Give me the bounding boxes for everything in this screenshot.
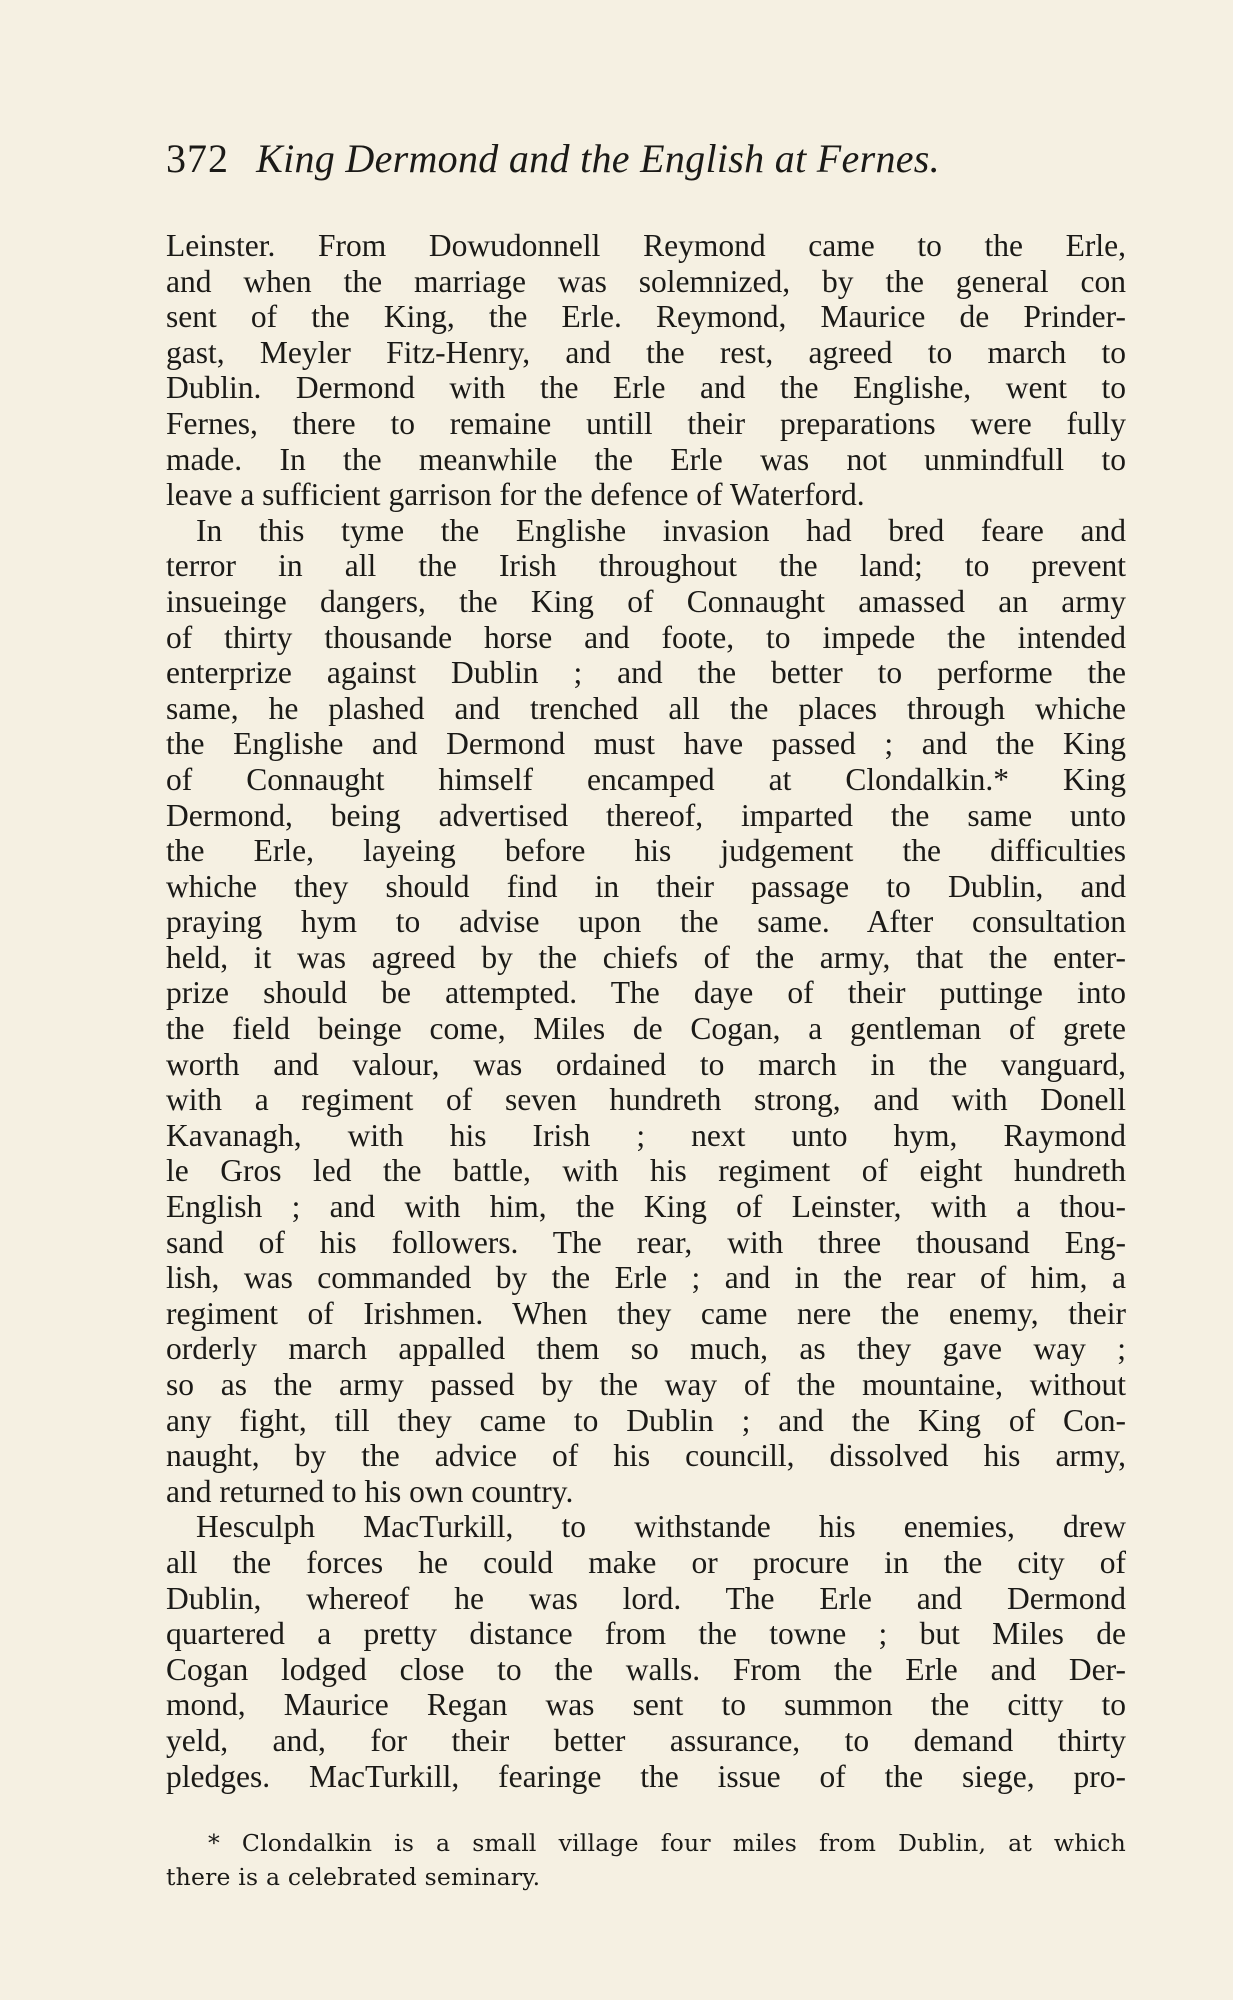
text-line: pledges. MacTurkill, fearinge the issue of the siege, pro-	[166, 1758, 1126, 1794]
text-line: Dublin. Dermond with the Erle and the Englishe, went to	[166, 370, 1126, 406]
text-line: In this tyme the Englishe invasion had bred feare and	[196, 512, 1126, 548]
text-line: and when the marriage was solemnized, by the general con	[166, 263, 1126, 299]
footnote-line: there is a celebrated seminary.	[166, 1863, 541, 1891]
text-line: Leinster. From Dowudonnell Reymond came to the Erle,	[166, 228, 1126, 263]
text-line: quartered a pretty distance from the towne ; but Miles de	[166, 1616, 1126, 1652]
text-line: regiment of Irishmen. When they came nere the enemy, their	[166, 1295, 1126, 1331]
text-line: Cogan lodged close to the walls. From the Erle and Der-	[166, 1651, 1126, 1687]
text-line: orderly march appalled them so much, as they gave way ;	[166, 1331, 1126, 1367]
paragraph-2	[166, 513, 1126, 1510]
text-line: sent of the King, the Erle. Reymond, Maurice de Prinder-	[166, 299, 1126, 335]
text-line: leave a sufficient garrison for the defence of Waterford.	[166, 477, 865, 513]
text-line: the Erle, layeing before his judgement the difficulties	[166, 833, 1126, 869]
text-line: Dermond, being advertised thereof, imparted the same unto	[166, 797, 1126, 833]
text-line: lish, was commanded by the Erle ; and in the rear of him, a	[166, 1260, 1126, 1296]
text-line: held, it was agreed by the chiefs of the army, that the enter-	[166, 939, 1126, 975]
text-line: of Connaught himself encamped at Clondalkin.* King	[166, 761, 1126, 797]
text-line: made. In the meanwhile the Erle was not unmindfull to	[166, 441, 1126, 477]
text-line: gast, Meyler Fitz-Henry, and the rest, agreed to march to	[166, 334, 1126, 370]
text-line: all the forces he could make or procure in the city of	[166, 1544, 1126, 1580]
text-line: Hesculph MacTurkill, to withstande his enemies, drew	[196, 1509, 1126, 1545]
running-title: King Dermond and the English at Fernes.	[256, 136, 940, 181]
body-text	[166, 228, 1126, 1794]
text-line: of thirty thousande horse and foote, to impede the intended	[166, 619, 1126, 655]
text-line: so as the army passed by the way of the mountaine, without	[166, 1367, 1126, 1402]
text-line: worth and valour, was ordained to march in the vanguard,	[166, 1046, 1126, 1082]
text-line: and returned to his own country.	[166, 1473, 574, 1509]
footnote-line: * Clondalkin is a small village four miles from Dublin, at which	[208, 1829, 1126, 1857]
text-line: le Gros led the battle, with his regiment of eight hundreth	[166, 1153, 1126, 1189]
footnote	[166, 1826, 1126, 1894]
text-line: insueinge dangers, the King of Connaught amassed an army	[166, 583, 1126, 619]
text-line: Fernes, there to remaine untill their preparations were fully	[166, 405, 1126, 441]
text-line: any fight, till they came to Dublin ; and the King of Con-	[166, 1402, 1126, 1438]
text-line: with a regiment of seven hundreth strong, and with Donell	[166, 1082, 1126, 1118]
text-line: whiche they should find in their passage to Dublin, and	[166, 868, 1126, 904]
text-line: English ; and with him, the King of Leinster, with a thou-	[166, 1189, 1126, 1225]
text-line: Kavanagh, with his Irish ; next unto hym, Raymond	[166, 1117, 1126, 1153]
page-header	[166, 135, 1126, 195]
paragraph-1	[166, 228, 1126, 513]
text-line: enterprize against Dublin ; and the better to performe the	[166, 655, 1126, 691]
text-line: the field beinge come, Miles de Cogan, a gentleman of grete	[166, 1011, 1126, 1047]
text-line: terror in all the Irish throughout the land; to prevent	[166, 548, 1126, 584]
text-line: sand of his followers. The rear, with three thousand Eng-	[166, 1224, 1126, 1260]
text-line: same, he plashed and trenched all the places through whiche	[166, 690, 1126, 726]
text-line: praying hym to advise upon the same. After consultation	[166, 904, 1126, 940]
text-line: Dublin, whereof he was lord. The Erle and Dermond	[166, 1580, 1126, 1616]
text-line: prize should be attempted. The daye of their puttinge into	[166, 975, 1126, 1011]
page-number: 372	[166, 136, 229, 181]
text-line: the Englishe and Dermond must have passed ; and the King	[166, 726, 1126, 762]
text-line: yeld, and, for their better assurance, to demand thirty	[166, 1722, 1126, 1758]
text-line: naught, by the advice of his councill, dissolved his army,	[166, 1438, 1126, 1474]
paragraph-3	[166, 1509, 1126, 1794]
text-line: mond, Maurice Regan was sent to summon the citty to	[166, 1687, 1126, 1723]
